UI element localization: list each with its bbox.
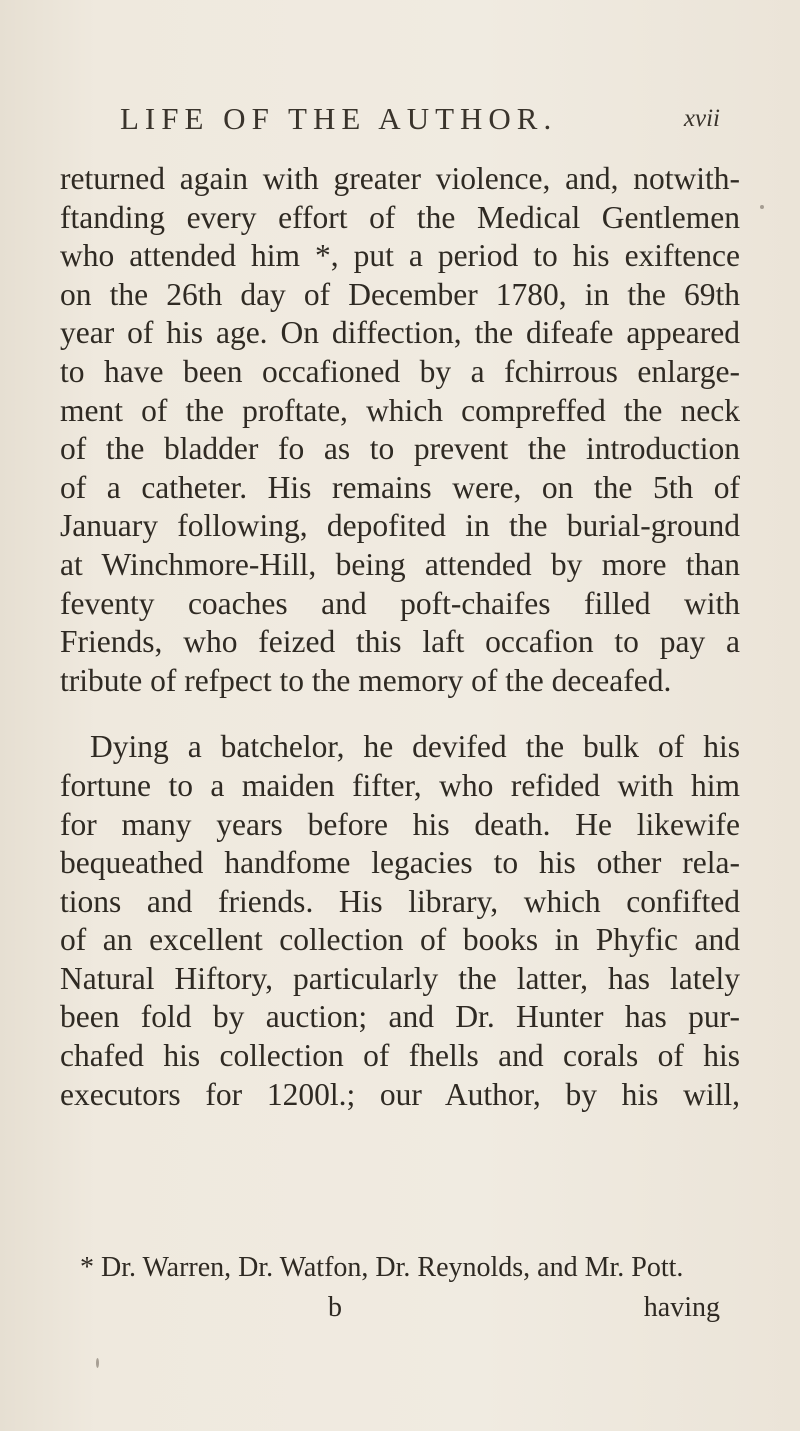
paper-speck [760,205,764,209]
text-line: for many years before his death. He likewife [60,806,740,842]
paragraph-1 [60,160,740,700]
text-line: bequeathed handfome legacies to his other rela- [60,845,740,881]
text-line: executors for 1200l.; our Author, by his will, [60,1076,740,1112]
text-line: tribute of refpect to the memory of the deceafed. [60,662,672,698]
text-line: tions and friends. His library, which confifted [60,883,740,919]
text-line: year of his age. On diffection, the difeafe appeared [60,315,740,351]
text-line: been fold by auction; and Dr. Hunter has pur- [60,999,740,1035]
text-line: on the 26th day of December 1780, in the 69th [60,276,740,312]
running-head: LIFE OF THE AUTHOR. [120,101,558,136]
page-number: xvii [683,105,720,132]
text-line: Dying a batchelor, he devifed the bulk of his [90,729,740,765]
catchword: having [643,1292,720,1323]
text-line: of the bladder fo as to prevent the introduction [60,431,740,467]
text-line: chafed his collection of fhells and corals of his [60,1038,740,1074]
text-line: who attended him *, put a period to his exiftence [60,238,740,274]
text-line: to have been occafioned by a fchirrous enlarge- [60,353,740,389]
paragraph-gap [60,700,740,728]
paragraph-2 [60,728,740,1114]
text-line: January following, depofited in the burial-ground [60,508,740,544]
text-line: of a catheter. His remains were, on the 5th of [60,469,740,505]
signature-mark: b [328,1292,342,1323]
paper-speck [96,1358,99,1368]
text-line: of an excellent collection of books in Phyfic and [60,922,740,958]
text-line: returned again with greater violence, and, notwith- [60,161,740,196]
page-header [120,101,720,141]
text-line: Natural Hiftory, particularly the latter, has lately [60,960,740,996]
body-text [60,160,740,1114]
text-line: ftanding every effort of the Medical Gentlemen [60,199,740,235]
text-line: feventy coaches and poft-chaifes filled with [60,585,740,621]
footnote: * Dr. Warren, Dr. Watfon, Dr. Reynolds, and Mr. Pott. [80,1252,684,1283]
text-line: fortune to a maiden fifter, who refided with him [60,767,740,803]
text-line: at Winchmore-Hill, being attended by more than [60,546,740,582]
text-line: Friends, who feized this laft occafion to pay a [60,624,740,660]
text-line: ment of the proftate, which compreffed the neck [60,392,740,428]
